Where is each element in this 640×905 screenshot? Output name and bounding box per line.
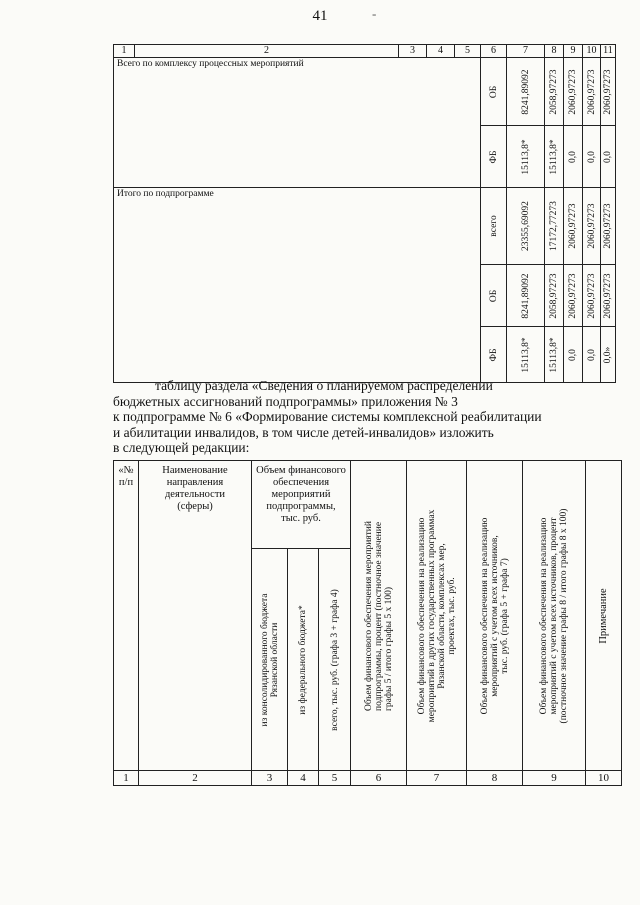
col-number: 8 — [467, 771, 523, 786]
top-col-number: 7 — [507, 45, 545, 58]
header-line: (постночное значение графы 8 / итого графы 8 x 100) — [559, 508, 570, 723]
top-col-number: 4 — [427, 45, 455, 58]
col-header-3 — [252, 549, 288, 771]
top-col-number: 2 — [135, 45, 399, 58]
amendment-paragraph — [113, 378, 611, 456]
paragraph-line: и абилитации инвалидов, в том числе детей-инвалидов» изложить — [113, 424, 494, 440]
paragraph-line: к подпрограмме № 6 «Формирование системы комплексной реабилитации — [113, 409, 542, 424]
top-col-number: 6 — [481, 45, 507, 58]
header-line: Объем финансового обеспечения мероприятий — [363, 520, 374, 711]
header-line: Рязанской области, комплексах мер, — [436, 542, 447, 689]
value-cell — [507, 126, 545, 188]
value: 2060,97273 — [603, 272, 613, 319]
col-header-10 — [586, 461, 622, 771]
budget-label: ФБ — [488, 348, 499, 361]
value: 15113,8* — [520, 138, 531, 175]
col-header-name: Наименование направления деятельности (сферы) — [139, 461, 252, 771]
col-number: 7 — [407, 771, 467, 786]
table-row — [114, 188, 616, 265]
top-header-row — [114, 45, 616, 58]
header-line: всего, тыс. руб. (графа 3 + графа 4) — [329, 588, 340, 731]
header-line: мероприятий в других государственных программах — [426, 509, 437, 722]
value-cell — [564, 327, 583, 383]
top-col-number: 1 — [114, 45, 135, 58]
budget-label-cell — [481, 58, 507, 126]
value: 0,0 — [586, 150, 597, 163]
value: 2060,97273 — [586, 272, 597, 319]
value: 0,0 — [568, 150, 578, 163]
budget-label-cell — [481, 265, 507, 327]
table-row — [114, 58, 616, 126]
top-col-number: 9 — [564, 45, 583, 58]
value-cell — [601, 188, 616, 265]
value-cell — [564, 126, 583, 188]
value: 15113,8* — [549, 336, 559, 373]
value-cell — [545, 58, 564, 126]
value: 17172,77273 — [549, 201, 559, 251]
header-line: мероприятий с учетом всех источников, — [489, 534, 500, 697]
top-col-number: 5 — [455, 45, 481, 58]
col-number: 6 — [351, 771, 407, 786]
value-cell — [583, 188, 601, 265]
value-cell — [583, 58, 601, 126]
col-header-number: «№ п/п — [114, 461, 139, 771]
header-line: Рязанской области — [269, 622, 280, 697]
budget-label: ФБ — [488, 150, 499, 163]
value-cell — [545, 265, 564, 327]
header-line: из консолидированного бюджета — [259, 593, 270, 726]
value: 15113,8* — [520, 336, 531, 373]
top-col-number: 8 — [545, 45, 564, 58]
value: 8241,89092 — [520, 68, 531, 115]
header-line: графы 5 / итого графы 5 x 100) — [383, 586, 394, 711]
value-cell — [564, 58, 583, 126]
value-cell — [601, 58, 616, 126]
value: 2058,97273 — [549, 68, 559, 115]
value: 2060,97273 — [603, 203, 613, 249]
col-number: 3 — [252, 771, 288, 786]
col-header-9 — [523, 461, 586, 771]
top-col-number: 11 — [601, 45, 616, 58]
value: 2060,97273 — [586, 203, 597, 249]
budget-label: ОБ — [488, 85, 499, 98]
paragraph-line: таблицу раздела «Сведения о планируемом распределении — [155, 378, 493, 393]
header-line: Объем финансового обеспечения на реализацию — [539, 517, 550, 714]
budget-label-cell — [481, 188, 507, 265]
value: 15113,8* — [549, 138, 559, 175]
col-number: 10 — [586, 771, 622, 786]
budget-label-cell — [481, 126, 507, 188]
value-cell — [583, 327, 601, 383]
top-table — [113, 44, 616, 383]
value-cell — [601, 265, 616, 327]
col-number: 2 — [139, 771, 252, 786]
header-line: Объем финансового обеспечения на реализацию — [479, 517, 490, 714]
col-number: 5 — [319, 771, 351, 786]
value: 0,0 — [568, 348, 578, 361]
value-cell — [545, 327, 564, 383]
col-header-6 — [351, 461, 407, 771]
header-row — [114, 461, 622, 549]
value-cell — [564, 188, 583, 265]
col-header-4 — [288, 549, 319, 771]
value-cell — [583, 126, 601, 188]
value: 8241,89092 — [520, 272, 531, 319]
col-number: 9 — [523, 771, 586, 786]
row-label-text: Всего по комплексу процессных мероприятий — [117, 59, 304, 69]
col-header-volume: Объем финансового обеспечения мероприятий подпрограммы, тыс. руб. — [252, 461, 351, 549]
budget-label-cell — [481, 327, 507, 383]
value: 2060,97273 — [568, 68, 578, 115]
value: 0,0 — [603, 150, 613, 163]
value-cell — [545, 188, 564, 265]
value-cell — [507, 327, 545, 383]
value-cell — [507, 58, 545, 126]
value: 2060,97273 — [568, 272, 578, 319]
value-cell — [601, 327, 616, 383]
value: 0,0» — [603, 346, 613, 363]
col-header-8 — [467, 461, 523, 771]
header-line: тыс. руб. (графа 5 + графа 7) — [499, 557, 510, 674]
value-cell — [601, 126, 616, 188]
budget-label: ОБ — [488, 289, 499, 302]
header-line: Примечание — [597, 587, 609, 644]
header-line: Объем финансового обеспечения на реализацию — [416, 517, 427, 714]
value: 2060,97273 — [603, 68, 613, 115]
column-number-row — [114, 771, 622, 786]
value: 2060,97273 — [586, 68, 597, 115]
col-number: 4 — [288, 771, 319, 786]
header-line: проектах, тыс. руб. — [446, 576, 457, 655]
top-col-number: 10 — [583, 45, 601, 58]
paragraph-line: в следующей редакции: — [113, 440, 250, 455]
paragraph-line: бюджетных ассигнований подпрограммы» приложения № 3 — [113, 393, 458, 409]
page-number-text: 41 — [312, 8, 328, 24]
page-mark: - — [372, 6, 377, 21]
bottom-table — [113, 460, 622, 786]
value: 2058,97273 — [549, 272, 559, 319]
col-header-5 — [319, 549, 351, 771]
page-number — [0, 8, 640, 25]
value-cell — [507, 188, 545, 265]
value-cell — [507, 265, 545, 327]
value: 2060,97273 — [568, 203, 578, 249]
col-number: 1 — [114, 771, 139, 786]
row-label-total-subprogram — [114, 188, 481, 383]
row-label-text: Итого по подпрограмме — [117, 189, 214, 199]
value-cell — [564, 265, 583, 327]
header-line: подпрограммы, процент (постночное значение — [373, 521, 384, 711]
value-cell — [545, 126, 564, 188]
budget-label: всего — [488, 215, 499, 237]
col-header-7 — [407, 461, 467, 771]
header-line: из федерального бюджета* — [298, 604, 308, 715]
value: 0,0 — [586, 348, 597, 361]
row-label-total-complex — [114, 58, 481, 188]
value: 23355,69092 — [520, 201, 531, 251]
header-line: мероприятий с учетом всех источников, процент — [549, 516, 560, 715]
top-col-number: 3 — [399, 45, 427, 58]
value-cell — [583, 265, 601, 327]
